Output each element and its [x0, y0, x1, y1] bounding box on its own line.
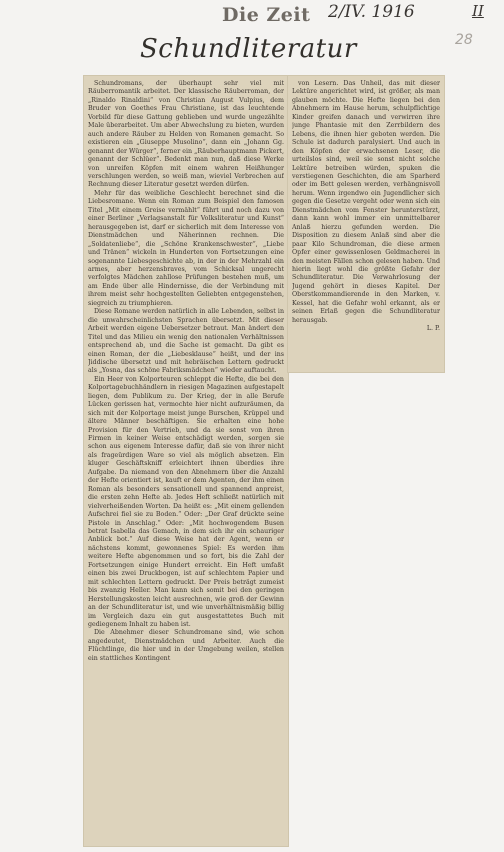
newspaper-masthead: Die Zeit	[222, 4, 311, 26]
article-paragraph: Ein Heer von Kolporteuren schleppt die Hefte, die bei den Kolportagebuchhändlern in riesigen Magazinen aufgestapelt liegen, dem Publikum zu. Der Krieg, der in alle Berufe Lücken gerissen hat, vermochte hier nicht aufzuräumen, da sich mit der Kolportage meist junge Burschen, Krüppel und ältere Männer beschäftigen. Sie erhalten eine hohe Provision für den Vertrieb, und da sie sonst von ihren Firmen in keiner Weise entschädigt werden, sorgen sie schon aus eigenem Interesse dafür, daß sie von ihrer nicht als frageürdigen Ware so viel als möglich absetzen. Ein kluger Geschäftskniff erleichtert ihnen überdies ihre Aufgabe. Da niemand von den Abnehmern über die Anzahl der Hefte orientiert ist, kauft er dem Agenten, der ihm einen Roman als besonders sensationell und spannend anpreist, die ersten zehn Hefte ab. Jedes Heft schließt natürlich mit vielverheißenden Worten. Da heißt es: „Mit einem gellenden Aufschrei fiel sie zu Boden.“ Oder: „Der Graf drückte seine Pistole in Anschlag.“ Oder: „Mit hochwogendem Busen betrat Isabella das Gemach, in dem sich ihr ein schauriger Anblick bot.“ Auf diese Weise hat der Agent, wenn er nächstens kommt, gewonnenes Spiel: Es werden ihm weitere Hefte abgenommen und so fort, bis die Zahl der Fortsetzungen einige Hundert erreicht. Ein Heft umfaßt einen bis zwei Druckbogen, ist auf schlechtem Papier und mit schlechten Lettern gedruckt. Der Preis beträgt zumeist bis zwanzig Heller. Man kann sich somit bei den geringen Herstellungskosten leicht ausrechnen, wie groß der Gewinn an der Schundliteratur ist, und wie unverhältnismäßig billig im Vergleich dazu ein gut ausgestattetes Buch mit gediegenem Inhalt zu haben ist.	[88, 375, 284, 628]
article-paragraph: von Lesern. Das Unheil, das mit dieser Lektüre angerichtet wird, ist größer, als man glauben möchte. Die Hefte liegen bei den Abnehmern im Hause herum, schulpflichtige Kinder greifen danach und verwirren ihre junge Phantasie mit den Zerrbildern des Lebens, die ihnen hier geboten werden. Die Schule ist dadurch paralysiert. Und auch in den Köpfen der erwachsenen Leser, die urteilslos sind, weil sie sonst nicht solche Lektüre betreiben würden, spuken die verstiegenen Geschichten, die am Sparherd oder im Bett gelesen werden, verhängnisvoll herum. Wenn irgendwo ein Jugendlicher sich gegen die Gesetze vergeht oder wenn sich ein Dienstmädchen vom Fenster herunterstürzt, dann kann wohl immer ein unmittelbarer Anlaß hierzu gefunden werden. Die Disposition zu diesem Anlaß sind aber die paar Kilo Schundroman, die diese armen Opfer einer gewissenlosen Geldmacherei in den meisten Fällen schon gelesen haben. Und hierin liegt wohl die größte Gefahr der Schundliteratur. Die Verwahrlosung der Jugend gehört in dieses Kapitel. Der Oberstkommandierende in den Marken, v. Kessel, hat die Gefahr wohl erkannt, als er seinen Erlaß gegen die Schundliteratur herausgab.	[292, 80, 440, 324]
article-left-column	[88, 80, 284, 842]
author-signature: L. P.	[426, 325, 440, 333]
handwritten-title: Schundliteratur	[140, 34, 357, 64]
page-number: 28	[455, 32, 473, 48]
handwritten-date: 2/IV. 1916	[328, 2, 415, 22]
article-paragraph: Schundromans, der überhaupt sehr viel mit Räuberromantik arbeitet. Der klassische Räuberroman, der „Rinaldo Rinaldini“ von Christian August Vulpius, dem Bruder von Goethes Frau Christiane, ist das leuchtende Vorbild für diese Gattung geblieben und wurde ungezählte Male überarbeitet. Um aber Abwechslung zu bieten, wurden auch andere Räuber zu Helden von Romanen gemacht. So existieren ein „Giuseppe Musolino“, dann ein „Johann Gg. genannt der Würger“, ferner ein „Räuberhauptmann Pickert, genannt der Schlüer“. Bedenkt man nun, daß diese Werke von unreifen Köpfen mit einem wahren Heißhunger verschlungen werden, so weiß man, wieviel Verbrechen auf Rechnung dieser Literatur gesetzt werden dürfen.	[88, 80, 284, 189]
article-paragraph: Mehr für das weibliche Geschlecht berechnet sind die Liebesromane. Wenn ein Roman zum Beispiel den famosen Titel „Mit einem Greise vermählt“ führt und noch dazu von einer Berliner „Verlagsanstalt für Volksliteratur und Kunst“ herausgegeben ist, darf er sicherlich mit dem Interesse von Dienstmädchen und Näherinnen rechnen. Die „Soldatenliebe“, die „Schöne Krankenschwester“, „Liebe und Tränen“ wickeln in Hunderten von Fortsetzungen eine sogenannte Liebesgeschichte ab, in der in der Mehrzahl ein armes, aber herzensbraves, vom Schicksal ungerecht verfolgtes Mädchen zahllose Prüfungen bestehen muß, um am Ende über alle Hindernisse, die der Verbindung mit ihrem meist sehr hochgestellten Geliebten entgegenstehen, siegreich zu triumphieren.	[88, 189, 284, 307]
article-paragraph: Die Abnehmer dieser Schundromane sind, wie schon angedeutet, Dienstmädchen und Arbeiter. Auch die Flüchtlinge, die hier und in der Umgebung weilen, stellen ein stattliches Kontingent	[88, 629, 284, 662]
clipping-header	[0, 0, 504, 72]
article-paragraph: Diese Romane werden natürlich in alle Lebenden, selbst in die unwahrscheinlichsten Sprachen übersetzt. Mit dieser Arbeit werden eigene Uebersetzer betraut. Man ändert den Titel und das Milieu ein wenig den nationalen Verhältnissen entsprechend ab, und die Sache ist gemacht. Da gibt es einen Roman, der die „Liebesklause“ heißt, und der ins Jiddische übersetzt und mit hebräischen Lettern gedruckt als „Yosna, das schöne Fabriksmädchen“ wieder auftaucht.	[88, 308, 284, 375]
article-right-column	[292, 80, 440, 368]
handwritten-reference: II	[472, 2, 484, 20]
